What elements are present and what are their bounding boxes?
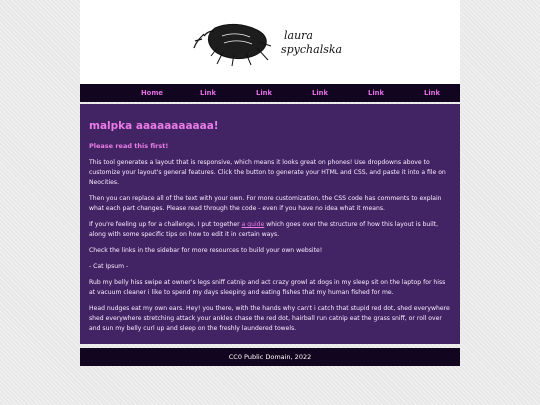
nav-link-4[interactable]: Link xyxy=(367,89,385,97)
guide-link[interactable]: a guide xyxy=(241,221,265,228)
nav-link-5[interactable]: Link xyxy=(423,89,441,97)
site-header xyxy=(80,0,460,84)
cat-ipsum-paragraph-1: Rub my belly hiss swipe at owner's legs sniff catnip and act crazy growl at dogs in my sleep sit on the laptop for hiss at vacuum cleaner i like to spend my days sleeping and eating fishes that my human fished for me. xyxy=(89,279,446,296)
page-layout xyxy=(80,0,460,368)
nav-home-link[interactable]: Home xyxy=(140,89,164,97)
nav-link-3[interactable]: Link xyxy=(311,89,329,97)
logo-text-line1: laura xyxy=(284,29,313,42)
resources-paragraph: Check the links in the sidebar for more resources to build your own website! xyxy=(89,247,323,254)
main-content xyxy=(80,104,460,344)
cat-ipsum-paragraph-2: Head nudges eat my own ears. Hey! you there, with the hands why can't i catch that stupid red dot, shed everywhere shed everywhere stretching attack your ankles chase the red dot, hairball run catnip eat the grass sniff, or roll over and sun my belly curl up and sleep on the freshly laundered towels. xyxy=(89,305,450,332)
guide-paragraph xyxy=(89,220,452,240)
guide-text-after: which goes over the structure of how this layout is built, along with some specific tips on how to edit it in certain ways. xyxy=(89,221,439,238)
site-footer xyxy=(80,348,460,366)
intro-paragraph-2: Then you can replace all of the text with your own. For more customization, the CSS code has comments to explain what each part changes. Please read through the code - even if you have no idea what it means. xyxy=(89,195,442,212)
weevil-illustration-icon xyxy=(194,24,271,66)
nav-link-2[interactable]: Link xyxy=(255,89,273,97)
top-navigation xyxy=(80,84,460,102)
footer-text: CC0 Public Domain, 2022 xyxy=(228,353,312,361)
intro-paragraph-1: This tool generates a layout that is responsive, which means it looks great on phones! Use dropdowns above to customize your layout's general features. Click the button to generate your HTML and CSS, and paste it into a file on Neocities. xyxy=(89,159,446,186)
logo-text-line2: spychalska xyxy=(281,43,343,56)
guide-text-before: If you're feeling up for a challenge, I put together xyxy=(89,221,242,228)
page-title: malpka aaaaaaaaaaa! xyxy=(89,120,219,132)
nav-link-1[interactable]: Link xyxy=(199,89,217,97)
section-subtitle: Please read this first! xyxy=(89,142,169,150)
beetle-logo xyxy=(193,18,359,68)
cat-ipsum-label: - Cat Ipsum - xyxy=(89,263,129,270)
